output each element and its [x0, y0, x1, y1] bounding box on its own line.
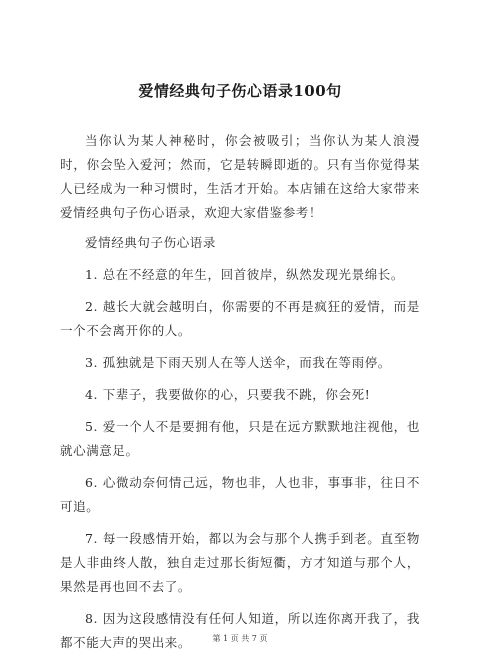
intro-paragraph: 当你认为某人神秘时，你会被吸引；当你认为某人浪漫时，你会坠入爱河；然而，它是转瞬即逝的。只有当你觉得某人已经成为一种习惯时，生活才开始。本店铺在这给大家带来爱情经典句子伤心语录，欢迎大家借鉴参考！ [60, 133, 420, 220]
page-footer: 第 1 页 共 7 页 [212, 634, 268, 643]
list-item: 1. 总在不经意的年生，回首彼岸，纵然发现光景绵长。 [85, 267, 405, 282]
list-item: 4. 下辈子，我要做你的心，只要我不跳，你会死! [85, 387, 371, 402]
list-item: 3. 孤独就是下雨天别人在等人送伞，而我在等雨停。 [85, 355, 391, 370]
list-item: 5. 爱一个人不是要拥有他，只是在远方默默地注视他，也就心满意足。 [60, 419, 420, 458]
document-body [60, 129, 420, 663]
list-item: 2. 越长大就会越明白，你需要的不再是疯狂的爱情，而是一个不会离开你的人。 [60, 299, 420, 338]
list-item: 8. 因为这段感情没有任何人知道，所以连你离开我了，我都不能大声的哭出来。 [60, 611, 420, 650]
page-title: 爱情经典句子伤心语录100句 [138, 82, 342, 100]
section-subtitle: 爱情经典句子伤心语录 [85, 235, 217, 250]
list-item: 6. 心微动奈何情己远，物也非，人也非，事事非，往日不可追。 [60, 475, 420, 514]
list-item: 7. 每一段感情开始，都以为会与那个人携手到老。直至物是人非曲终人散，独自走过那长街短衢，方才知道与那个人，果然是再也回不去了。 [60, 531, 420, 594]
